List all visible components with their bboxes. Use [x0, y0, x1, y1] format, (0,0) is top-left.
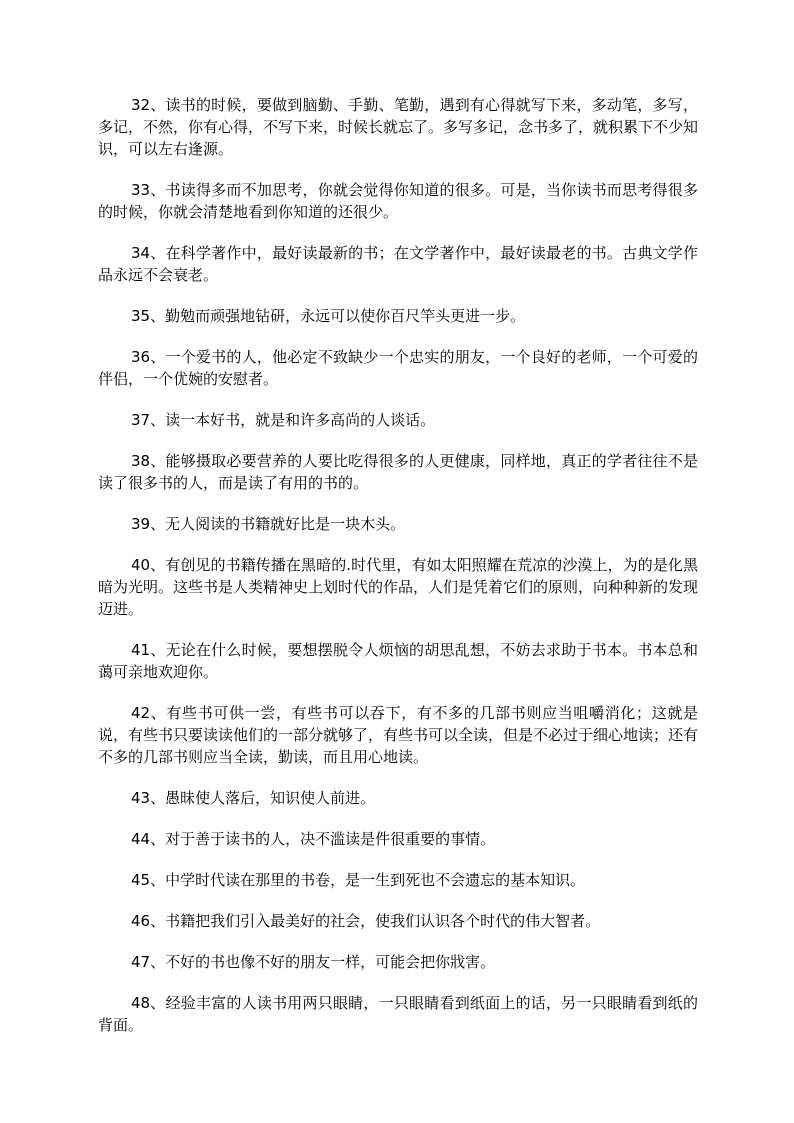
quote-paragraph-45: 45、中学时代读在那里的书卷，是一生到死也不会遗忘的基本知识。 [131, 871, 586, 889]
quote-paragraph-36: 36、一个爱书的人，他必定不致缺少一个忠实的朋友，一个良好的老师，一个可爱的伴侣，一个优婉的安慰者。 [98, 348, 698, 388]
quote-paragraph-38: 38、能够摄取必要营养的人要比吃得很多的人更健康，同样地，真正的学者往往不是读了很多书的人，而是读了有用的书的。 [98, 452, 698, 492]
quote-paragraph-35: 35、勤勉而顽强地钻研，永远可以使你百尺竿头更进一步。 [131, 307, 526, 325]
quote-paragraph-46: 46、书籍把我们引入最美好的社会，使我们认识各个时代的伟大智者。 [131, 912, 601, 930]
quote-paragraph-39: 39、无人阅读的书籍就好比是一块木头。 [131, 515, 406, 533]
quote-paragraph-41: 41、无论在什么时候，要想摆脱令人烦恼的胡思乱想，不妨去求助于书本。书本总和蔼可亲地欢迎你。 [98, 641, 698, 681]
quote-paragraph-34: 34、在科学著作中，最好读最新的书；在文学著作中，最好读最老的书。古典文学作品永远不会衰老。 [98, 244, 698, 284]
quote-paragraph-33: 33、书读得多而不加思考，你就会觉得你知道的很多。可是，当你读书而思考得很多的时候，你就会清楚地看到你知道的还很少。 [98, 181, 698, 221]
quote-paragraph-48: 48、经验丰富的人读书用两只眼睛，一只眼睛看到纸面上的话，另一只眼睛看到纸的背面。 [98, 994, 698, 1034]
quote-paragraph-44: 44、对于善于读书的人，决不滥读是件很重要的事情。 [131, 830, 496, 848]
quote-paragraph-43: 43、愚昧使人落后，知识使人前进。 [131, 789, 376, 807]
quote-paragraph-37: 37、读一本好书，就是和许多高尚的人谈话。 [131, 411, 436, 429]
quote-paragraph-40: 40、有创见的书籍传播在黑暗的.时代里，有如太阳照耀在荒凉的沙漠上，为的是化黑暗为光明。这些书是人类精神史上划时代的作品，人们是凭着它们的原则，向种种新的发现迈进。 [98, 556, 699, 618]
quote-paragraph-42: 42、有些书可供一尝，有些书可以吞下，有不多的几部书则应当咀嚼消化；这就是说，有些书只要读读他们的一部分就够了，有些书可以全读，但是不必过于细心地读；还有不多的几部书则应当全读，勤读，而且用心地读。 [98, 704, 699, 766]
document-body [98, 94, 698, 1055]
quote-paragraph-32: 32、读书的时候，要做到脑勤、手勤、笔勤，遇到有心得就写下来，多动笔，多写，多记，不然，你有心得，不写下来，时候长就忘了。多写多记，念书多了，就积累下不少知识，可以左右逢源。 [98, 96, 699, 158]
quote-paragraph-47: 47、不好的书也像不好的朋友一样，可能会把你戕害。 [131, 953, 496, 971]
